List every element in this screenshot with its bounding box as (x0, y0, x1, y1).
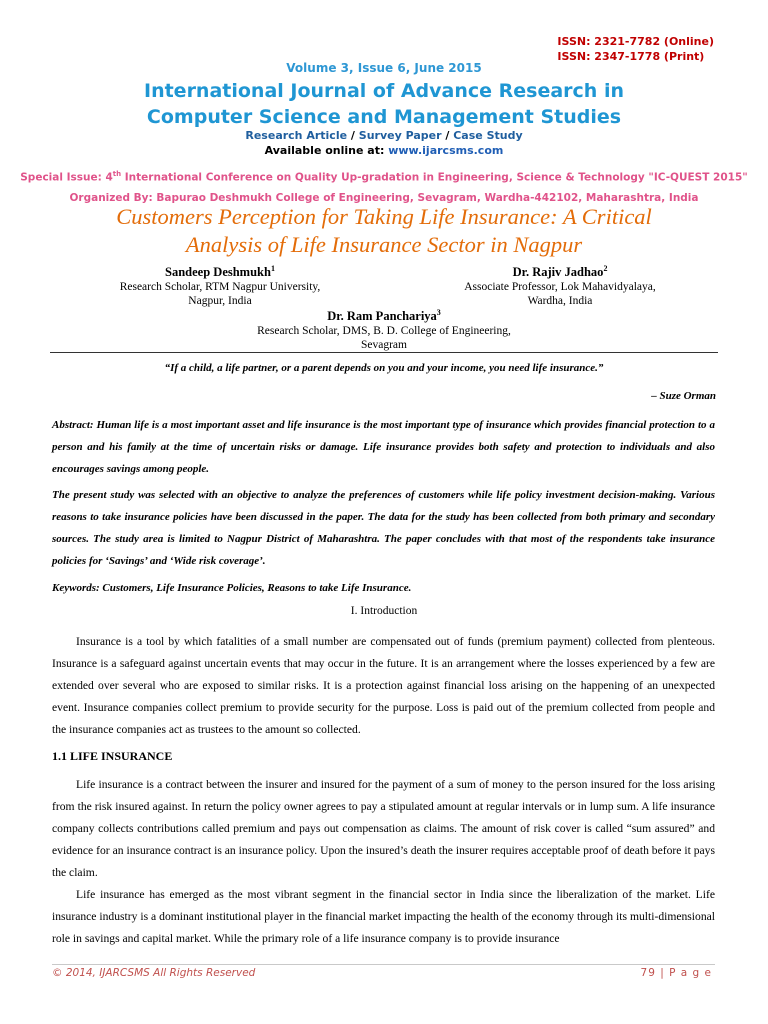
abstract-paragraph: The present study was selected with an objective to analyze the preferences of customers while life policy investment decision-making. Various reasons to take insurance policies have been discussed in the paper. The data for the study has been collected from both primary and secondary sources. The study area is limited to Nagpur District of Maharashtra. The paper concludes with that most of the respondents take insurance policies for ‘Savings’ and ‘Wide risk coverage’. (52, 489, 715, 567)
subsection-heading: 1.1 LIFE INSURANCE (52, 749, 173, 763)
volume-issue: Volume 3, Issue 6, June 2015 (286, 61, 482, 75)
website-link[interactable]: www.ijarcsms.com (388, 144, 504, 157)
author-affiliation: Research Scholar, RTM Nagpur University, (119, 281, 321, 294)
available-label: Available online at: (264, 144, 389, 157)
available-online (0, 144, 768, 157)
author-location: Nagpur, India (188, 295, 252, 308)
article-type: Case Study (453, 129, 523, 142)
author-affiliation: Associate Professor, Lok Mahavidyalaya, (464, 281, 656, 294)
article-type: Research Article (245, 129, 348, 142)
section-heading: I. Introduction (350, 605, 418, 617)
journal-title (0, 78, 768, 130)
author-name: Dr. Ram Panchariya$^3$ (327, 308, 441, 324)
abstract-paragraph: Abstract: Human life is a most important asset and life insurance is the most important type of insurance which provides financial protection to a person and his family at the time of uncertain risks or damage. Life insurance provides both safety and protection to individuals and also encourages savings among people. (52, 419, 715, 475)
body-paragraph: Life insurance is a contract between the insurer and insured for the payment of a sum of money to the person insured for the loss arising from the risk insured against. In return the policy owner agrees to pay a stipulated amount at regular intervals or in lump sum. A life insurance company collects contributions called premium and pays out compensation as claims. The amount of risk cover is called “sum assured” and evidence for an insurance contract is an insurance policy. Upon the insured’s death the insurer requires acceptable proof of death before it pays the claim. (52, 778, 715, 879)
issn-block (557, 34, 714, 64)
organized-by: Organized By: Bapurao Deshmukh College of Engineering, Sevagram, Wardha-442102, Maharashtra, India (69, 191, 699, 204)
special-issue (0, 164, 768, 208)
header-divider (50, 352, 718, 353)
footer-divider (52, 964, 715, 965)
article-type: Survey Paper (358, 129, 442, 142)
keywords: Keywords: Customers, Life Insurance Policies, Reasons to take Life Insurance. (52, 582, 412, 594)
author-name: Sandeep Deshmukh$^1$ (165, 264, 275, 280)
issn-online: ISSN: 2321-7782 (Online) (557, 35, 714, 48)
author-location: Sevagram (361, 339, 407, 352)
issn-print: ISSN: 2347-1778 (Print) (557, 50, 705, 63)
author-block (420, 262, 700, 308)
author-name: Dr. Rajiv Jadhao$^2$ (512, 264, 608, 280)
journal-title-line1: International Journal of Advance Research in (144, 80, 624, 102)
author-block (90, 262, 350, 308)
article-types: Research Article / Survey Paper / Case Study (245, 129, 523, 142)
footer-page-number: 79 | P a g e (640, 967, 712, 979)
author-location: Wardha, India (527, 295, 593, 308)
paper-title (0, 203, 768, 259)
footer-copyright: © 2014, IJARCSMS All Rights Reserved (52, 967, 256, 979)
epigraph-quote: “If a child, a life partner, or a parent depends on you and your income, you need life insurance.” (164, 362, 604, 374)
epigraph-author: – Suze Orman (651, 390, 716, 402)
author-affiliation: Research Scholar, DMS, B. D. College of Engineering, (257, 325, 511, 338)
paper-title-line2: Analysis of Life Insurance Sector in Nagpur (185, 232, 583, 257)
paper-title-line1: Customers Perception for Taking Life Insurance: A Critical (116, 204, 652, 229)
body-paragraph: Life insurance has emerged as the most vibrant segment in the financial sector in India since the liberalization of the market. Life insurance industry is a dominant institutional player in the financial market impacting the health of the economy through its multi-dimensional role in savings and capital market. While the primary role of a life insurance company is to provide insurance (52, 888, 715, 945)
body-paragraph: Insurance is a tool by which fatalities of a small number are compensated out of funds (premium payment) collected from plenteous. Insurance is a safeguard against uncertain events that may occur in the future. It is an arrangement where the losses experienced by a few are extended over several who are exposed to similar risks. It is a protection against financial loss arising on the happening of an unexpected event. Insurance companies collect premium to provide security for the purpose. Loss is paid out of the premium collected from people and the insurance companies act as trustees to the amount so collected. (52, 635, 715, 736)
journal-title-line2: Computer Science and Management Studies (146, 106, 622, 128)
special-issue-line: Special Issue: 4th International Conference on Quality Up-gradation in Engineering, Science & Technology "IC-QUEST 2015" (20, 170, 748, 184)
author-block (200, 306, 568, 352)
